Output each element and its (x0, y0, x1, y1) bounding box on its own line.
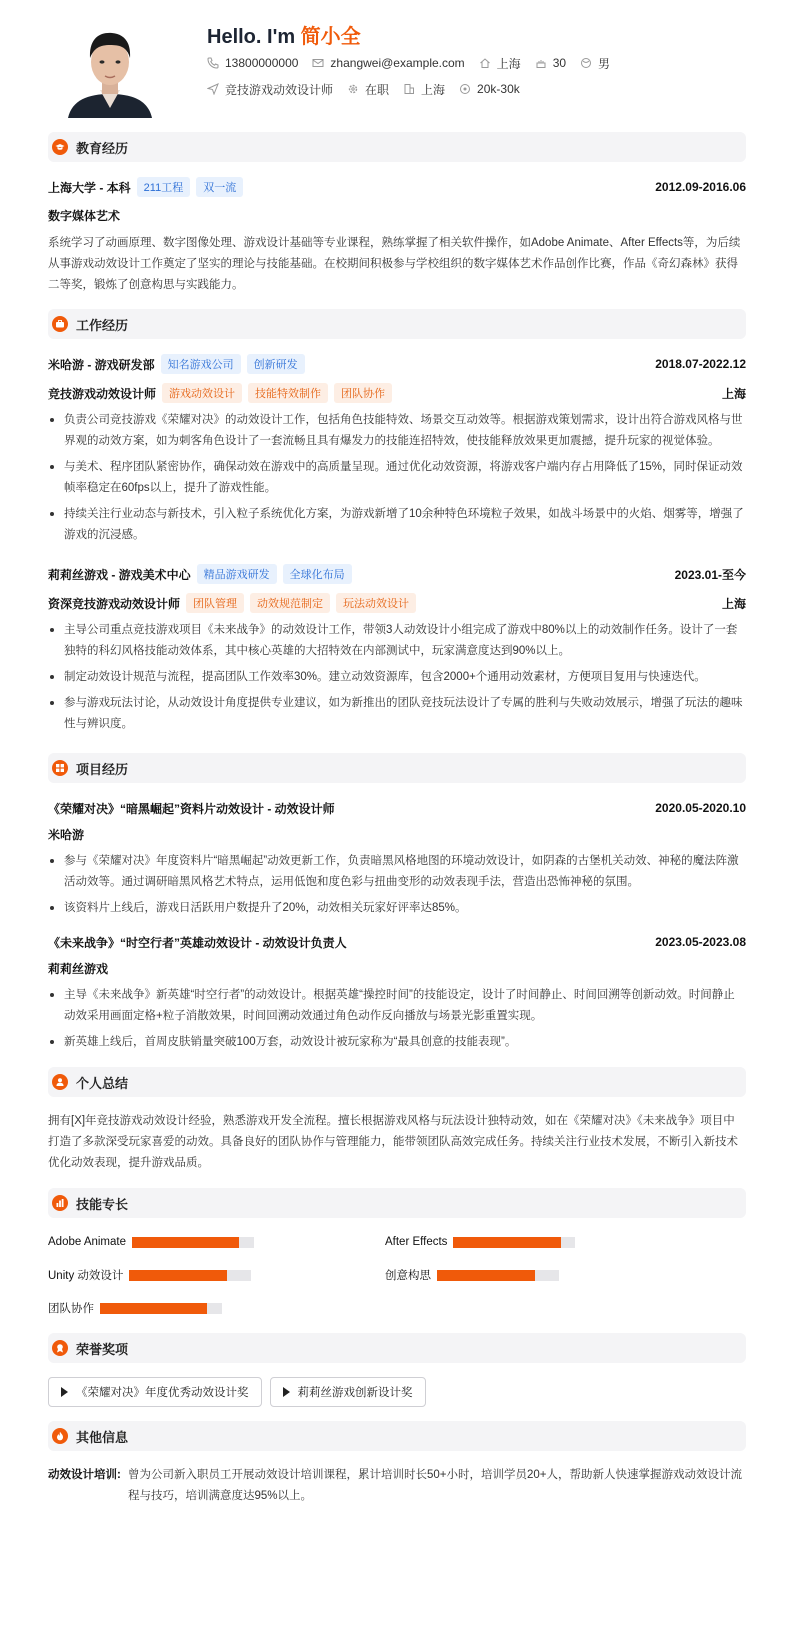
building-icon (403, 83, 415, 95)
project-bullets (48, 851, 746, 919)
skill-bar (453, 1237, 575, 1248)
work-bullets (48, 620, 746, 735)
role-tag: 游戏动效设计 (162, 383, 242, 403)
skill-fill (129, 1270, 227, 1281)
gender-item (580, 55, 610, 72)
triangle-right-icon (61, 1387, 68, 1397)
skill-item (385, 1233, 710, 1251)
job-row (207, 76, 624, 102)
project-company: 莉莉丝游戏 (48, 962, 109, 976)
work-location: 上海 (721, 596, 746, 611)
section-title: 荣誉奖项 (76, 1341, 129, 1357)
job-item (207, 81, 333, 98)
flame-icon (52, 1428, 68, 1444)
company-tag: 创新研发 (247, 354, 305, 374)
section-summary (48, 1067, 746, 1097)
skill-name: After Effects (385, 1236, 448, 1248)
section-project (48, 753, 746, 783)
project-row (48, 799, 746, 817)
project-bullets (48, 985, 746, 1053)
skill-fill (100, 1303, 207, 1314)
project-date: 2020.05-2020.10 (655, 801, 746, 815)
age-text: 30 (552, 56, 567, 70)
home-icon (479, 57, 491, 69)
section-title: 教育经历 (76, 140, 129, 156)
company-tag: 全球化布局 (283, 564, 352, 584)
phone-text: 13800000000 (225, 56, 299, 70)
skill-bar (129, 1270, 251, 1281)
company-tag: 精品游戏研发 (197, 564, 277, 584)
work-bullets (48, 410, 746, 546)
list-item: 参与《荣耀对决》年度资料片“暗黑崛起”动效更新工作，负责暗黑风格地图的环境动效设计，如阴森的古堡机关动效、神秘的魔法阵激活动效等。通过调研暗黑风格艺术特点，运用低饱和度色彩与扭曲变形的动效表现手法，营造出恐怖神秘的氛围。 (48, 851, 746, 893)
skill-bar (437, 1270, 559, 1281)
award-label: 莉莉丝游戏创新设计奖 (297, 1387, 413, 1399)
salary-text: 20k-30k (477, 82, 520, 96)
grid-icon (52, 760, 68, 776)
list-item: 主导公司重点竞技游戏项目《未来战争》的动效设计工作，带领3人动效设计小组完成了游戏中80%以上的动效制作任务。设计了一套独特的科幻风格技能动效体系，其中核心英雄的大招特效在内部测试中，玩家满意度达到90%以上。 (48, 620, 746, 662)
work-entry (48, 339, 746, 546)
section-title: 其他信息 (76, 1429, 129, 1445)
company-tag: 知名游戏公司 (161, 354, 241, 374)
company-row (48, 353, 746, 375)
company-name: 米哈游 - 游戏研发部 (48, 357, 155, 372)
section-skills (48, 1188, 746, 1218)
role-tag: 团队管理 (186, 593, 244, 613)
work-location: 上海 (721, 386, 746, 401)
list-item: 与美术、程序团队紧密协作，确保动效在游戏中的高质量呈现。通过优化动效资源，将游戏客户端内存占用降低了15%，同时保证动效帧率稳定在60fps以上，提升了游戏性能。 (48, 457, 746, 499)
header-info (207, 18, 624, 122)
gender-text: 男 (598, 56, 611, 71)
phone-icon (207, 57, 219, 69)
send-icon (207, 83, 219, 95)
project-entry (48, 783, 746, 919)
project-date: 2023.05-2023.08 (655, 935, 746, 949)
status-item (347, 81, 389, 98)
bar-chart-icon (52, 1195, 68, 1211)
job-text: 竞技游戏动效设计师 (225, 82, 334, 97)
role-name: 资深竞技游戏动效设计师 (48, 596, 181, 611)
section-title: 技能专长 (76, 1196, 129, 1212)
school-name: 上海大学 - 本科 (48, 180, 131, 195)
role-row (48, 592, 746, 614)
role-row (48, 382, 746, 404)
skill-fill (437, 1270, 535, 1281)
project-row (48, 933, 746, 951)
city-item (403, 81, 445, 98)
email-item (312, 56, 464, 70)
role-tag: 团队协作 (334, 383, 392, 403)
award-item[interactable] (270, 1377, 426, 1407)
skill-item (48, 1299, 385, 1317)
gear-icon (347, 83, 359, 95)
contact-row (207, 50, 624, 76)
summary-text: 拥有[X]年竞技游戏动效设计经验，熟悉游戏开发全流程。擅长根据游戏风格与玩法设计独特动效，如在《荣耀对决》《未来战争》项目中打造了多款深受玩家喜爱的动效。具备良好的团队协作与管理能力，能带领团队高效完成任务。持续关注行业技术发展，不断引入新技术优化动效表现，提升游戏品质。 (48, 1115, 738, 1169)
role-tag: 技能特效制作 (248, 383, 328, 403)
salary-item (459, 82, 520, 96)
other-label: 动效设计培训: (48, 1469, 121, 1481)
project-entry (48, 924, 746, 1053)
section-work (48, 309, 746, 339)
user-icon (52, 1074, 68, 1090)
skill-name: 团队协作 (48, 1303, 94, 1315)
candidate-name: 简小全 (300, 26, 361, 48)
company-row (48, 563, 746, 585)
skill-name: Unity 动效设计 (48, 1270, 124, 1282)
age-item (535, 56, 566, 70)
skill-name: 创意构思 (385, 1270, 431, 1282)
role-tag: 动效规范制定 (250, 593, 330, 613)
work-date: 2023.01-至今 (674, 567, 746, 582)
skill-item (48, 1233, 385, 1251)
skill-name: Adobe Animate (48, 1236, 127, 1248)
awards-list (48, 1363, 746, 1407)
skills-grid (48, 1218, 746, 1317)
resume-header (48, 0, 746, 122)
hometown-text: 上海 (496, 56, 521, 71)
graduation-cap-icon (52, 139, 68, 155)
list-item: 新英雄上线后，首周皮肤销量突破100万套，动效设计被玩家称为“最具创意的技能表现”。 (48, 1032, 746, 1053)
section-title: 个人总结 (76, 1075, 129, 1091)
education-row (48, 178, 746, 196)
school-tag: 双一流 (196, 177, 243, 197)
greeting (207, 20, 624, 50)
award-icon (52, 1340, 68, 1356)
education-date: 2012.09-2016.06 (655, 180, 746, 194)
briefcase-icon (52, 316, 68, 332)
avatar (60, 18, 160, 118)
work-entry (48, 551, 746, 735)
section-title: 项目经历 (76, 761, 129, 777)
mail-icon (312, 57, 324, 69)
greeting-text: Hello. I'm (207, 26, 296, 48)
award-label: 《荣耀对决》年度优秀动效设计奖 (76, 1387, 249, 1399)
project-title: 《荣耀对决》“暗黑崛起”资料片动效设计 - 动效设计师 (48, 801, 335, 816)
gender-icon (580, 57, 592, 69)
list-item: 该资料片上线后，游戏日活跃用户数提升了20%，动效相关玩家好评率达85%。 (48, 898, 746, 919)
list-item: 持续关注行业动态与新技术，引入粒子系统优化方案，为游戏新增了10余种特色环境粒子效果，如战斗场景中的火焰、烟雾等，增强了游戏的沉浸感。 (48, 504, 746, 546)
work-date: 2018.07-2022.12 (655, 357, 746, 371)
coin-icon (459, 83, 471, 95)
school-tag: 211工程 (137, 177, 191, 197)
major: 数字媒体艺术 (48, 209, 121, 223)
other-info (48, 1451, 746, 1507)
education-desc: 系统学习了动画原理、数字图像处理、游戏设计基础等专业课程，熟练掌握了相关软件操作，如Adobe Animate、After Effects等，为后续从事游戏动效设计工作奠定了坚实的理论与技能基础。在校期间积极参与学校组织的数字媒体艺术作品创作比赛，作品《奇幻森林》获得二等奖，锻炼了创意构思与实践能力。 (48, 237, 741, 291)
company-name: 莉莉丝游戏 - 游戏美术中心 (48, 567, 191, 582)
phone-item (207, 56, 298, 70)
email-text: zhangwei@example.com (330, 56, 465, 70)
list-item: 负责公司竞技游戏《荣耀对决》的动效设计工作，包括角色技能特效、场景交互动效等。根据游戏策划需求，设计出符合游戏风格与世界观的动效方案，如为刺客角色设计了一套流畅且具有爆发力的技能连招特效，使技能释放效果更加震撼，提升玩家的视觉体验。 (48, 410, 746, 452)
role-tag: 玩法动效设计 (336, 593, 416, 613)
triangle-right-icon (283, 1387, 290, 1397)
skill-bar (100, 1303, 222, 1314)
cake-icon (535, 57, 547, 69)
award-item[interactable] (48, 1377, 262, 1407)
skill-fill (132, 1237, 239, 1248)
section-awards (48, 1333, 746, 1363)
skill-bar (132, 1237, 254, 1248)
project-company: 米哈游 (48, 828, 85, 842)
role-name: 竞技游戏动效设计师 (48, 386, 157, 401)
city-text: 上海 (421, 82, 446, 97)
skill-fill (453, 1237, 560, 1248)
other-text: 曾为公司新入职员工开展动效设计培训课程，累计培训时长50+小时，培训学员20+人，帮助新人快速掌握游戏动效设计流程与技巧，培训满意度达95%以上。 (128, 1469, 743, 1502)
skill-item (48, 1266, 385, 1284)
list-item: 制定动效设计规范与流程，提高团队工作效率30%。建立动效资源库，包含2000+个通用动效素材，方便项目复用与快速迭代。 (48, 667, 746, 688)
project-title: 《未来战争》“时空行者”英雄动效设计 - 动效设计负责人 (48, 935, 347, 950)
section-other (48, 1421, 746, 1451)
list-item: 主导《未来战争》新英雄“时空行者”的动效设计。根据英雄“操控时间”的技能设定，设计了时间静止、时间回溯等创新动效。时间静止动效采用画面定格+粒子消散效果，时间回溯动效通过角色动作反向播放与场景光影重置实现。 (48, 985, 746, 1027)
section-title: 工作经历 (76, 317, 129, 333)
section-education (48, 132, 746, 162)
status-text: 在职 (365, 82, 390, 97)
hometown-item (479, 55, 521, 72)
skill-item (385, 1266, 710, 1284)
education-entry (48, 162, 746, 296)
list-item: 参与游戏玩法讨论，从动效设计角度提供专业建议，如为新推出的团队竞技玩法设计了专属的胜利与失败动效展示，增强了玩法的趣味性与辨识度。 (48, 693, 746, 735)
